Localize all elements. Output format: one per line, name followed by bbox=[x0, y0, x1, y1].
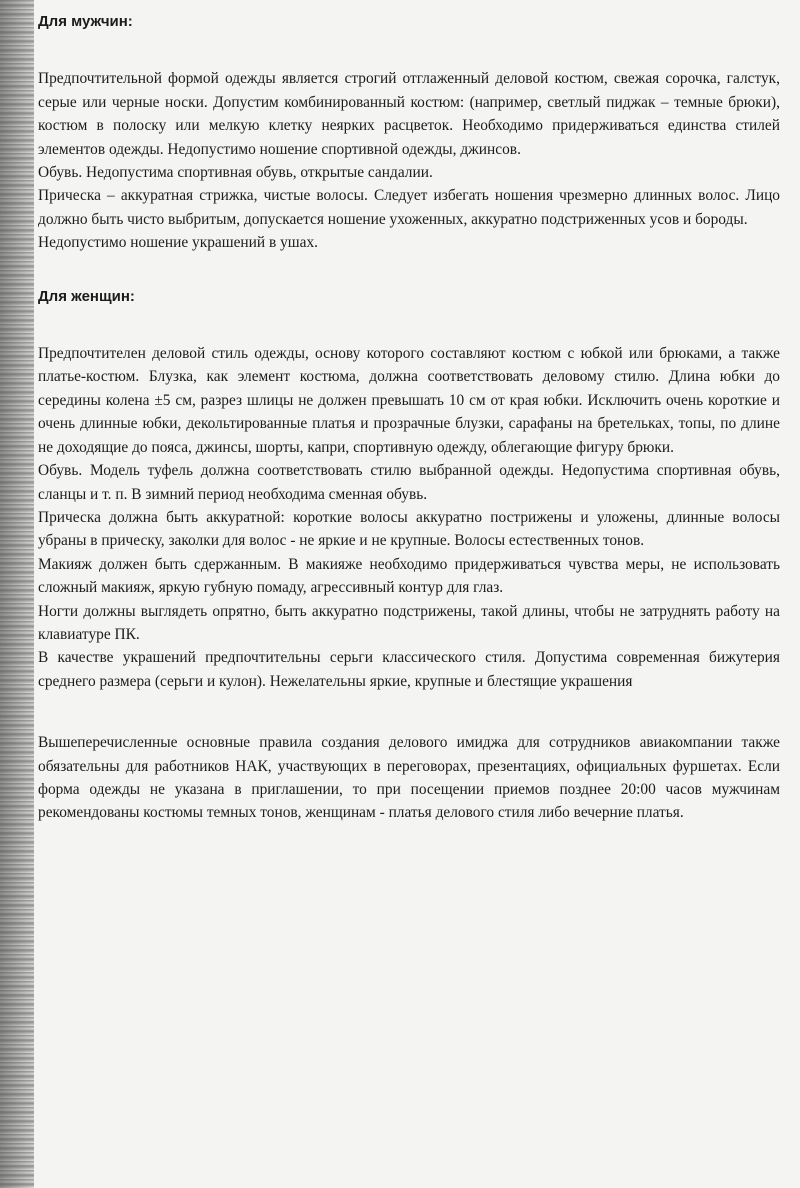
men-clothing-paragraph: Предпочтительной формой одежды является строгий отглаженный деловой костюм, свежая сорочка, галстук, серые или черные носки. Допустим комбинированный костюм: (например, светлый пиджак – темные брюки), костюм в полоску или мелкую клетку неярких расцветок. Необходимо придерживаться единства стилей элементов одежды. Недопустимо ношение спортивной одежды, джинсов. bbox=[38, 70, 780, 158]
women-jewelry-paragraph: В качестве украшений предпочтительны серьги классического стиля. Допустима современная бижутерия среднего размера (серьги и кулон). Нежелательны яркие, крупные и блестящие украшения bbox=[38, 649, 780, 690]
women-clothing-paragraph: Предпочтителен деловой стиль одежды, основу которого составляют костюм с юбкой или брюками, а также платье-костюм. Блузка, как элемент костюма, должна соответствовать деловому стилю. Длина юбки до середины колена ±5 см, разрез шлицы не должен превышать 10 см от края юбки. Исключить очень короткие и очень длинные юбки, декольтированные платья и прозрачные блузки, сарафаны на бретельках, топы, по длине не доходящие до пояса, джинсы, шорты, капри, спортивную одежду, облегающие фигуру брюки. bbox=[38, 345, 780, 456]
closing-paragraph: Вышеперечисленные основные правила создания делового имиджа для сотрудников авиакомпании также обязательны для работников НАК, участвующих в переговорах, презентациях, официальных фуршетах. Если форма одежды не указана в приглашении, то при посещении приемов позднее 20:00 часов мужчинам рекомендованы костюмы темных тонов, женщинам - платья делового стиля либо вечерние платья. bbox=[38, 734, 780, 822]
men-heading: Для мужчин: bbox=[38, 13, 133, 30]
men-shoes-paragraph: Обувь. Недопустима спортивная обувь, открытые сандалии. bbox=[38, 164, 433, 182]
women-heading: Для женщин: bbox=[38, 287, 135, 305]
women-nails-paragraph: Ногти должны выглядеть опрятно, быть аккуратно подстрижены, такой длины, чтобы не затруднять работу на клавиатуре ПК. bbox=[38, 602, 780, 643]
men-jewelry-paragraph: Недопустимо ношение украшений в ушах. bbox=[38, 234, 319, 252]
women-hair-paragraph: Прическа должна быть аккуратной: короткие волосы аккуратно пострижены и уложены, длинные волосы убраны в прическу, заколки для волос - не яркие и не крупные. Волосы естественных тонов. bbox=[38, 508, 780, 550]
men-hair-paragraph: Прическа – аккуратная стрижка, чистые волосы. Следует избегать ношения чрезмерно длинных волос. Лицо должно быть чисто выбритым, допускается ношение ухоженных, аккуратно подстриженных усов и бороды. bbox=[38, 187, 780, 228]
scan-edge-artifact bbox=[0, 0, 34, 1188]
women-makeup-paragraph: Макияж должен быть сдержанным. В макияже необходимо придерживаться чувства меры, не использовать сложный макияж, яркую губную помаду, агрессивный контур для глаз. bbox=[38, 555, 780, 597]
women-shoes-paragraph: Обувь. Модель туфель должна соответствовать стилю выбранной одежды. Недопустима спортивная обувь, сланцы и т. п. В зимний период необходима сменная обувь. bbox=[38, 462, 780, 503]
document-page bbox=[38, 10, 780, 825]
